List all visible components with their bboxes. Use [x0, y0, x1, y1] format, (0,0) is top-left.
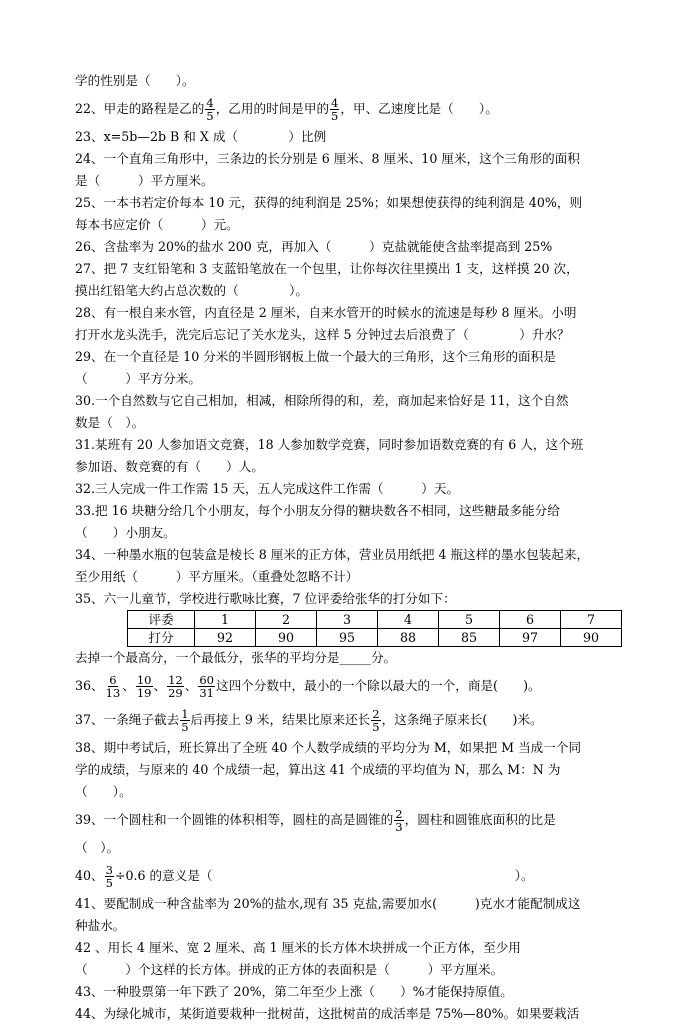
text-line: （ ）平方分米。	[75, 371, 201, 386]
table-cell: 88	[378, 629, 439, 647]
q22-suffix: ，甲、乙速度比是（ ）。	[340, 101, 498, 116]
text-line: 学的成绩，与原来的 40 个成绩一起，算出这 41 个成绩的平均值为 N，那么 M：N 为	[75, 762, 561, 777]
table-cell: 1	[195, 611, 256, 629]
table-cell: 90	[561, 629, 622, 647]
table-cell: 85	[439, 629, 500, 647]
text-line: 每本书应定价（ ）元。	[75, 217, 239, 232]
q22-prefix: 22、甲走的路程是乙的	[75, 101, 205, 116]
table-row	[128, 629, 622, 647]
text-line: 23、x=5b—2b B 和 X 成（ ）比例	[75, 129, 327, 144]
text-line: 25、一本书若定价每本 10 元，获得的纯利润是 25%；如果想使获得的纯利润是 40%，则	[75, 195, 583, 210]
fraction: $\frac{12}{29}$	[168, 673, 183, 700]
text-line: 种盐水。	[75, 918, 126, 933]
fraction: $\frac{10}{19}$	[136, 673, 152, 700]
table-cell: 90	[256, 629, 317, 647]
text-line: 学的性别是（ ）。	[75, 73, 195, 88]
text-line: （ ）个这样的长方体。拼成的正方体的表面积是（ ）平方厘米。	[75, 962, 504, 977]
text-line: （ ）小朋友。	[75, 525, 176, 540]
text-line: 24、一个直角三角形中，三条边的长分别是 6 厘米、8 厘米、10 厘米，这个三角形的面积	[75, 151, 580, 166]
text-line: 27、把 7 支红铅笔和 3 支蓝铅笔放在一个包里，让你每次往里摸出 1 支，这样摸 20 次，	[75, 261, 579, 276]
text-line: 43、一种股票第一年下跌了 20%，第二年至少上涨（ ）%才能保持原值。	[75, 984, 513, 999]
table-cell: 3	[317, 611, 378, 629]
fraction: $\frac{6}{13}$	[105, 673, 121, 700]
table-cell: 4	[378, 611, 439, 629]
table-cell: 97	[500, 629, 561, 647]
fraction: $\frac{1}{5}$	[181, 707, 189, 734]
text-line: 42 、用长 4 厘米、宽 2 厘米、高 1 厘米的长方体木块拼成一个正方体，至少用	[75, 940, 521, 955]
question-40: 40、 $\frac{3}{5}$ ÷0.6 的意义是（ ）。	[75, 863, 534, 890]
question-39: 39、一个圆柱和一个圆锥的体积相等，圆柱的高是圆锥的 $\frac{2}{3}$ ，圆柱和圆锥底面积的比是	[75, 807, 556, 834]
exam-page	[75, 70, 635, 1025]
fraction: $\frac{60}{31}$	[199, 673, 214, 700]
text-line: 38、期中考试后，班长算出了全班 40 个人数学成绩的平均分为 M，如果把 M 当成一个同	[75, 740, 582, 755]
text-line: 31.某班有 20 人参加语文竞赛，18 人参加数学竞赛，同时参加语数竞赛的有 6 人，这个班	[75, 437, 584, 452]
table-header-cell: 打分	[128, 629, 195, 647]
text-line: 是（ ）平方厘米。	[75, 173, 214, 188]
text-line: 参加语、数竞赛的有（ ）人。	[75, 459, 264, 474]
text-line: 26、含盐率为 20%的盐水 200 克，再加入（ ）克盐就能使含盐率提高到 25%	[75, 239, 553, 254]
text-line: 41、要配制成一种含盐率为 20%的盐水,现有 35 克盐,需要加水( )克水才能配制成这	[75, 896, 581, 911]
text-line: （ ）。	[75, 784, 132, 799]
table-cell: 6	[500, 611, 561, 629]
text-line: 33.把 16 块糖分给几个小朋友，每个小朋友分得的糖块数各不相同，这些糖最多能分给	[75, 503, 560, 518]
question-37: 37、一条绳子截去 $\frac{1}{5}$ 后再接上 9 米，结果比原来还长 $\frac{2}{5}$ ，这条绳子原来长( )米。	[75, 707, 543, 734]
question-22	[75, 92, 635, 126]
text-line: 44、为绿化城市，某街道要栽种一批树苗，这批树苗的成活率是 75%—80%。如果要栽活	[75, 1006, 580, 1021]
text-line: 32.三人完成一件工作需 15 天，五人完成这件工作需（ ）天。	[75, 481, 460, 496]
text-line: 34、一种墨水瓶的包装盒是棱长 8 厘米的正方体，营业员用纸把 4 瓶这样的墨水包装起来，	[75, 547, 590, 562]
table-cell: 95	[317, 629, 378, 647]
score-table	[127, 610, 622, 647]
question-36: 36、 $\frac{6}{13}$ 、 $\frac{10}{19}$ 、 $\frac{12}{29}$ 、 $\frac{60}{31}$ 这四个分数中，最小的一个除以最大的一个，商是( )。	[75, 673, 541, 700]
text-line: 28、有一根自来水管，内直径是 2 厘米，自来水管开的时候水的流速是每秒 8 厘米。小明	[75, 305, 577, 320]
fraction: $\frac{3}{5}$	[105, 863, 113, 890]
text-line: 29、在一个直径是 10 分米的半圆形钢板上做一个最大的三角形，这个三角形的面积是	[75, 349, 556, 364]
text-line: 至少用纸（ ）平方厘米。（重叠处忽略不计）	[75, 569, 359, 584]
text-line: 摸出红铅笔大约占总次数的（ ）。	[75, 283, 308, 298]
fraction: $\frac{4}{5}$	[331, 96, 339, 123]
text-line: （ ）。	[75, 840, 120, 855]
table-cell: 7	[561, 611, 622, 629]
text-line: 打开水龙头洗手，洗完后忘记了关水龙头，这样 5 分钟过去后浪费了（ ）升水？	[75, 327, 570, 342]
text-line: 去掉一个最高分，一个最低分，张华的平均分是_____分。	[75, 650, 397, 665]
text-line: 数是（ ）。	[75, 415, 145, 430]
fraction: $\frac{2}{3}$	[395, 807, 403, 834]
table-cell: 5	[439, 611, 500, 629]
fraction: $\frac{4}{5}$	[206, 96, 214, 123]
table-row	[128, 611, 622, 629]
text-line: 30.一个自然数与它自己相加，相减，相除所得的和，差，商加起来恰好是 11，这个自然	[75, 393, 569, 408]
fraction: $\frac{2}{5}$	[372, 707, 380, 734]
text-line: 35、六一儿童节，学校进行歌咏比赛，7 位评委给张华的打分如下：	[75, 591, 456, 606]
q22-mid: ，乙用的时间是甲的	[215, 101, 330, 116]
table-header-cell: 评委	[128, 611, 195, 629]
table-cell: 2	[256, 611, 317, 629]
table-cell: 92	[195, 629, 256, 647]
